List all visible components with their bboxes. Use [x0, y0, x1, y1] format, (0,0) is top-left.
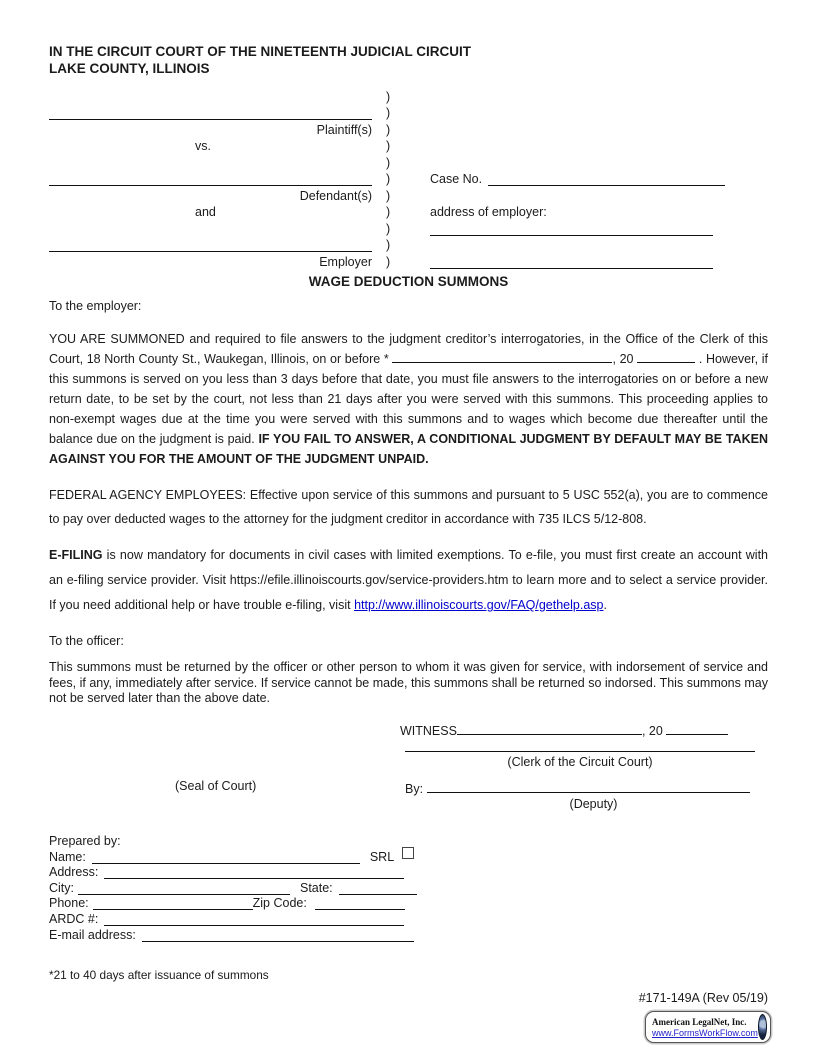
deputy-caption: (Deputy): [569, 796, 618, 811]
summons-text-1: YOU ARE SUMMONED and required to file answers to the judgment creditor’s interrogatories, in the Office of the Clerk of this Court, 18 North County St., Waukegan, Illinois, on or before *: [49, 331, 768, 366]
clerk-signature-line[interactable]: [405, 751, 755, 752]
deputy-signature-line[interactable]: [427, 779, 750, 793]
caption-row: [49, 104, 768, 121]
address-line[interactable]: [104, 866, 404, 879]
clerk-caption: (Clerk of the Circuit Court): [507, 754, 653, 769]
vs-label: vs.: [195, 139, 211, 153]
employer-address-label: address of employer:: [430, 205, 547, 219]
caption-paren: ): [386, 139, 391, 153]
ardc-line[interactable]: [104, 913, 404, 926]
judgment-warning: IF YOU FAIL TO ANSWER, A CONDITIONAL JUDGMENT BY DEFAULT MAY BE TAKEN AGAINST YOU FOR THE AMOUNT OF THE JUDGMENT UNPAID.: [49, 431, 768, 466]
phone-line[interactable]: [93, 897, 253, 910]
efiling-lead: E-FILING: [49, 548, 103, 562]
witness-year-line[interactable]: [666, 721, 728, 735]
by-label: By:: [405, 781, 424, 796]
state-label: State:: [300, 880, 333, 895]
federal-paragraph: FEDERAL AGENCY EMPLOYEES: Effective upon service of this summons and pursuant to 5 USC 552(a), you are to commence to pay over deducted wages to the attorney for the judgment creditor in accordance with 735 ILCS 5/12-808.: [49, 487, 768, 526]
name-line[interactable]: [92, 851, 360, 864]
prepared-by-heading: Prepared by:: [49, 834, 121, 849]
vendor-badge: [645, 1011, 771, 1043]
witness-label: WITNESS: [400, 723, 457, 738]
form-title: WAGE DEDUCTION SUMMONS: [308, 273, 509, 289]
court-header-line2: LAKE COUNTY, ILLINOIS: [49, 61, 210, 76]
caption-paren: ): [386, 122, 391, 137]
caption-row: [49, 186, 768, 203]
caption-paren: ): [386, 155, 391, 170]
employer-name-line[interactable]: [49, 250, 372, 252]
witness-block: [49, 721, 768, 817]
vendor-website-link[interactable]: www.FormsWorkFlow.com: [652, 1027, 758, 1038]
name-label: Name:: [49, 849, 86, 864]
efiling-paragraph: [49, 543, 768, 618]
caption-row: [49, 153, 768, 170]
to-officer-label: To the officer:: [49, 634, 124, 648]
state-line[interactable]: [339, 882, 417, 895]
srl-label: SRL: [369, 849, 395, 864]
caption-paren: ): [386, 205, 391, 219]
email-line[interactable]: [142, 929, 414, 942]
efiling-help-link[interactable]: http://www.illinoiscourts.gov/FAQ/gethelp.asp: [354, 598, 604, 612]
caption-paren: ): [386, 188, 391, 203]
defendant-name-line[interactable]: [49, 184, 372, 186]
to-employer-label: To the employer:: [49, 298, 142, 313]
caption-paren: ): [386, 106, 391, 120]
summons-text-2: , 20: [612, 351, 634, 366]
employer-label: Employer: [319, 254, 372, 269]
phone-label: Phone:: [49, 896, 89, 911]
srl-checkbox[interactable]: [402, 847, 414, 859]
caption-paren: ): [386, 172, 391, 186]
plaintiff-name-line[interactable]: [49, 118, 372, 120]
seal-caption: (Seal of Court): [175, 778, 257, 793]
summons-paragraph: [49, 329, 768, 469]
caption-paren: ): [386, 89, 391, 104]
summons-text-3: . However, if this summons is served on you less than 3 days before that date, you must file answers to the interrogatories on or before a new return date, to be set by the court, not less than 21 days after you were served with this summons. This proceeding applies to non-exempt wages due at the time you were served with this summons and to wages which become due thereafter until the balance due on the judgment is paid.: [49, 351, 768, 446]
witness-date-line[interactable]: [457, 721, 642, 735]
defendant-label: Defendant(s): [299, 188, 372, 203]
return-date-line[interactable]: [392, 349, 612, 363]
caption-row: [49, 252, 768, 269]
court-header-line1: IN THE CIRCUIT COURT OF THE NINETEENTH JUDICIAL CIRCUIT: [49, 44, 472, 59]
prepared-by-block: [49, 833, 768, 942]
caption-row: [49, 170, 768, 187]
form-number: #171-149A (Rev 05/19): [638, 991, 768, 1005]
return-year-line[interactable]: [637, 349, 695, 363]
plaintiff-label: Plaintiff(s): [316, 122, 372, 137]
caption-row: [49, 203, 768, 220]
footnote: *21 to 40 days after issuance of summons: [49, 967, 269, 982]
caption-row: [49, 219, 768, 236]
email-label: E-mail address:: [49, 927, 136, 942]
efiling-after-link: .: [603, 598, 607, 612]
globe-icon: [758, 1014, 767, 1040]
caption-row: [49, 120, 768, 137]
caption-paren: ): [386, 238, 391, 252]
case-no-line[interactable]: [488, 172, 725, 186]
court-header: [49, 43, 768, 77]
caption-paren: ): [386, 221, 391, 236]
zip-line[interactable]: [315, 897, 405, 910]
address-label: Address:: [49, 865, 99, 880]
officer-paragraph: This summons must be returned by the officer or other person to whom it was given for service, with indorsement of service and fees, if any, immediately after service. If service cannot be made, this summons shall be returned so indorsed. This summons may not be served later than the above date.: [49, 660, 768, 705]
caption-paren: ): [386, 254, 391, 269]
city-line[interactable]: [78, 882, 290, 895]
efiling-body: is now mandatory for documents in civil cases with limited exemptions. To e-file, you must first create an account with an e-filing service provider. Visit https://efile.illinoiscourts.gov/service-providers.htm to learn more and to select a service provider. If you need additional help or have trouble e-filing, visit: [49, 548, 768, 612]
and-label: and: [195, 205, 216, 219]
employer-address-line-1[interactable]: [430, 222, 713, 236]
caption-row: [49, 137, 768, 154]
case-no-label: Case No.: [430, 172, 483, 186]
zip-label: Zip Code:: [252, 896, 307, 911]
caption-row: [49, 236, 768, 253]
ardc-label: ARDC #:: [49, 912, 99, 927]
employer-address-line-2[interactable]: [430, 255, 713, 269]
witness-year-prefix: , 20: [641, 723, 663, 738]
city-label: City:: [49, 880, 74, 895]
caption-row: [49, 87, 768, 104]
vendor-company: American LegalNet, Inc.: [652, 1016, 747, 1027]
case-caption: [49, 87, 768, 269]
